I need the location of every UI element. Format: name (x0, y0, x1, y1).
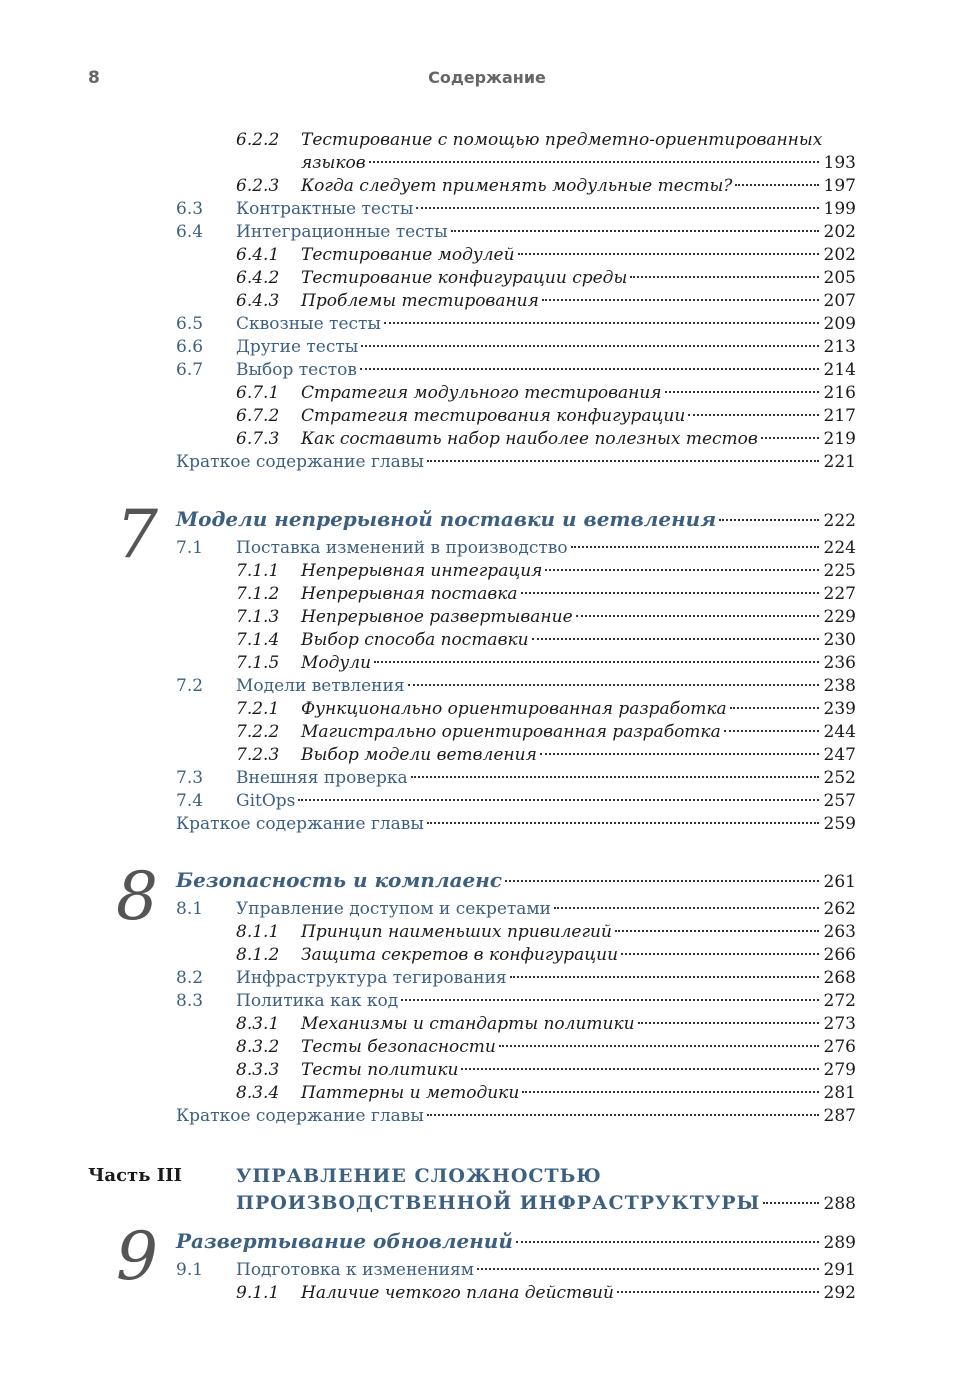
toc-title: ПРОИЗВОДСТВЕННОЙ ИНФРАСТРУКТУРЫ (236, 1192, 761, 1214)
toc-leader (384, 322, 819, 324)
toc-title: Управление доступом и секретами (236, 899, 551, 919)
toc-leader (730, 707, 819, 709)
toc-title: Интеграционные тесты (236, 222, 448, 242)
toc-title: Инфраструктура тегирования (236, 968, 507, 988)
toc-page: 263 (823, 922, 856, 942)
toc-page: 202 (823, 245, 856, 265)
toc-entry[interactable] (0, 697, 974, 721)
toc-page: 259 (823, 814, 856, 834)
toc-number: 6.2.3 (236, 176, 280, 196)
toc-number: 7.1.5 (236, 653, 280, 673)
toc-page: 221 (823, 452, 856, 472)
toc-entry[interactable] (0, 966, 974, 990)
toc-number: 8.1 (176, 899, 204, 919)
toc-leader (615, 930, 819, 932)
toc-leader (638, 1022, 819, 1024)
toc-page: 289 (823, 1233, 856, 1253)
toc-leader (545, 569, 819, 571)
toc-title: Внешняя проверка (236, 768, 408, 788)
page-header (0, 68, 974, 94)
toc-title: языков (301, 153, 366, 173)
toc-entry[interactable] (0, 128, 974, 152)
toc-leader (521, 592, 819, 594)
toc-leader (369, 161, 819, 163)
toc-page: 292 (823, 1283, 856, 1303)
toc-number: 6.7.2 (236, 406, 280, 426)
toc-page: 217 (823, 406, 856, 426)
toc-title: Тестирование модулей (301, 245, 515, 265)
toc-page: 229 (823, 607, 856, 627)
toc-leader (532, 638, 819, 640)
toc-page: 247 (823, 745, 856, 765)
toc-page: 199 (823, 199, 856, 219)
toc-title: Паттерны и методики (301, 1083, 520, 1103)
toc-page: 239 (823, 699, 856, 719)
toc-title: Непрерывное развертывание (301, 607, 573, 627)
toc-number: 7.2 (176, 676, 204, 696)
toc-leader (516, 1241, 819, 1243)
toc-title: Стратегия тестирования конфигурации (301, 406, 686, 426)
toc-leader (361, 345, 819, 347)
toc-title: Краткое содержание главы (176, 1106, 424, 1126)
toc-leader (735, 184, 819, 186)
toc-title: Магистрально ориентированная разработка (301, 722, 721, 742)
toc-leader (408, 684, 819, 686)
toc-entry[interactable] (0, 312, 974, 336)
toc-number: 8.1.1 (236, 922, 280, 942)
toc-entry[interactable] (0, 559, 974, 583)
toc-leader (542, 299, 819, 301)
toc-page: 202 (823, 222, 856, 242)
toc-entry[interactable] (0, 1081, 974, 1105)
toc-entry[interactable] (0, 943, 974, 967)
toc-leader (688, 414, 819, 416)
toc-entry[interactable] (0, 174, 974, 198)
toc-number: 7.2.1 (236, 699, 280, 719)
part-title-line: УПРАВЛЕНИЕ СЛОЖНОСТЬЮ (236, 1165, 602, 1187)
toc-entry[interactable] (0, 651, 974, 675)
toc-number: 6.7 (176, 360, 204, 380)
toc-number: 8.3.1 (236, 1014, 280, 1034)
toc-chapter[interactable] (0, 866, 974, 894)
toc-leader (451, 230, 819, 232)
toc-title: Контрактные тесты (236, 199, 414, 219)
toc-title: Тесты безопасности (301, 1037, 496, 1057)
toc-number: 8.3.3 (236, 1060, 280, 1080)
toc-number: 8.3 (176, 991, 204, 1011)
toc-leader (571, 546, 819, 548)
toc-page: 238 (823, 676, 856, 696)
toc-number: 9.1.1 (236, 1283, 280, 1303)
toc-entry[interactable] (0, 1104, 974, 1128)
toc-entry[interactable] (0, 151, 974, 175)
toc-page: 287 (823, 1106, 856, 1126)
toc-number: 7.1 (176, 538, 204, 558)
toc-number: 6.6 (176, 337, 204, 357)
toc-number: 8.2 (176, 968, 204, 988)
toc-leader (477, 1268, 819, 1270)
toc-entry[interactable] (0, 605, 974, 629)
toc-page: 268 (823, 968, 856, 988)
toc-entry[interactable] (0, 1281, 974, 1305)
toc-entry[interactable] (0, 289, 974, 313)
toc-entry[interactable] (0, 243, 974, 267)
toc-page: 207 (823, 291, 856, 311)
toc-number: 7.1.2 (236, 584, 280, 604)
chapter-number: 9 (116, 1218, 158, 1295)
toc-page: 262 (823, 899, 856, 919)
toc-title: Защита секретов в конфигурации (301, 945, 619, 965)
toc-entry[interactable] (0, 1058, 974, 1082)
toc-entry[interactable] (0, 812, 974, 836)
toc-leader (630, 276, 819, 278)
toc-number: 6.3 (176, 199, 204, 219)
toc-entry[interactable] (0, 674, 974, 698)
toc-entry[interactable] (0, 920, 974, 944)
toc-title: Модули (301, 653, 372, 673)
toc-leader (416, 207, 819, 209)
toc-title: Безопасность и комплаенс (176, 868, 503, 892)
toc-title: Тестирование с помощью предметно-ориентированных (301, 130, 823, 150)
toc-title: GitOps (236, 791, 296, 811)
toc-page: 209 (823, 314, 856, 334)
toc-leader (427, 822, 819, 824)
toc-entry[interactable] (0, 989, 974, 1013)
toc-number: 6.4.3 (236, 291, 280, 311)
toc-number: 8.3.2 (236, 1037, 280, 1057)
toc-entry[interactable] (0, 266, 974, 290)
toc-page: 236 (823, 653, 856, 673)
toc-title: Поставка изменений в производство (236, 538, 568, 558)
toc-entry[interactable] (0, 197, 974, 221)
toc-title: Тестирование конфигурации среды (301, 268, 628, 288)
toc-page: 288 (823, 1194, 856, 1214)
part-label: Часть III (88, 1165, 182, 1186)
toc-leader (554, 907, 819, 909)
toc-entry[interactable] (0, 582, 974, 606)
toc-chapter[interactable] (0, 1227, 974, 1255)
toc-entry[interactable] (0, 1035, 974, 1059)
toc-entry[interactable] (0, 766, 974, 790)
toc-number: 7.2.2 (236, 722, 280, 742)
toc-part[interactable] (0, 1190, 974, 1216)
toc-title: Механизмы и стандарты политики (301, 1014, 635, 1034)
toc-leader (505, 880, 819, 882)
toc-entry[interactable] (0, 381, 974, 405)
toc-title: Политика как код (236, 991, 399, 1011)
toc-leader (761, 437, 819, 439)
toc-leader (401, 999, 819, 1001)
toc-leader (298, 799, 819, 801)
toc-number: 6.2.2 (236, 130, 280, 150)
toc-leader (518, 253, 819, 255)
toc-number: 6.5 (176, 314, 204, 334)
toc-title: Развертывание обновлений (176, 1229, 513, 1253)
toc-page: 214 (823, 360, 856, 380)
page-number: 8 (88, 68, 100, 88)
toc-title: Наличие четкого плана действий (301, 1283, 614, 1303)
toc-chapter[interactable] (0, 505, 974, 533)
toc-title: Краткое содержание главы (176, 814, 424, 834)
toc-leader (621, 953, 819, 955)
toc-title: Другие тесты (236, 337, 359, 357)
toc-leader (540, 753, 819, 755)
toc-leader (576, 615, 819, 617)
toc-title: Выбор способа поставки (301, 630, 529, 650)
toc-leader (499, 1045, 819, 1047)
toc-number: 7.2.3 (236, 745, 280, 765)
toc-page: 252 (823, 768, 856, 788)
toc-title: Краткое содержание главы (176, 452, 424, 472)
toc-title: Непрерывная интеграция (301, 561, 543, 581)
toc-entry[interactable] (0, 1012, 974, 1036)
toc-leader (763, 1202, 819, 1204)
toc-title: Выбор тестов (236, 360, 357, 380)
running-title: Содержание (428, 68, 546, 87)
toc-entry[interactable] (0, 720, 974, 744)
toc-page: 224 (823, 538, 856, 558)
toc-number: 8.1.2 (236, 945, 280, 965)
toc-entry[interactable] (0, 536, 974, 560)
toc-page: 257 (823, 791, 856, 811)
toc-leader (724, 730, 819, 732)
toc-leader (427, 1114, 819, 1116)
toc-page: 216 (823, 383, 856, 403)
toc-title: Как составить набор наиболее полезных тестов (301, 429, 758, 449)
toc-number: 6.7.1 (236, 383, 280, 403)
toc-title: Выбор модели ветвления (301, 745, 537, 765)
toc-page: 225 (823, 561, 856, 581)
toc-entry[interactable] (0, 335, 974, 359)
toc-title: Модели непрерывной поставки и ветвления (176, 507, 717, 531)
toc-number: 7.1.4 (236, 630, 280, 650)
toc-entry[interactable] (0, 450, 974, 474)
toc-entry[interactable] (0, 404, 974, 428)
toc-leader (665, 391, 819, 393)
toc-number: 6.4.1 (236, 245, 280, 265)
toc-page: 272 (823, 991, 856, 1011)
toc-number: 8.3.4 (236, 1083, 280, 1103)
toc-number: 6.4 (176, 222, 204, 242)
toc-title: Модели ветвления (236, 676, 405, 696)
toc-title: Сквозные тесты (236, 314, 381, 334)
toc-leader (719, 519, 819, 521)
toc-number: 6.7.3 (236, 429, 280, 449)
toc-entry[interactable] (0, 220, 974, 244)
toc-title: Функционально ориентированная разработка (301, 699, 727, 719)
toc-page: 230 (823, 630, 856, 650)
toc-leader (461, 1068, 819, 1070)
toc-entry[interactable] (0, 897, 974, 921)
toc-leader (617, 1291, 819, 1293)
toc-entry[interactable] (0, 743, 974, 767)
toc-title: Когда следует применять модульные тесты? (301, 176, 733, 196)
toc-entry[interactable] (0, 628, 974, 652)
toc-number: 7.1.1 (236, 561, 280, 581)
toc-page: 227 (823, 584, 856, 604)
toc-leader (360, 368, 819, 370)
toc-leader (510, 976, 819, 978)
toc-leader (374, 661, 819, 663)
toc-number: 7.4 (176, 791, 204, 811)
toc-page: 291 (823, 1260, 856, 1280)
toc-leader (427, 460, 819, 462)
toc-page: 276 (823, 1037, 856, 1057)
toc-page: 281 (823, 1083, 856, 1103)
toc-title: Тесты политики (301, 1060, 459, 1080)
chapter-number: 8 (116, 858, 158, 935)
toc-number: 6.4.2 (236, 268, 280, 288)
toc-page: 222 (823, 511, 856, 531)
toc-page: 219 (823, 429, 856, 449)
toc-number: 9.1 (176, 1260, 204, 1280)
toc-page: 244 (823, 722, 856, 742)
toc-page: 279 (823, 1060, 856, 1080)
toc-title: Стратегия модульного тестирования (301, 383, 662, 403)
toc-entry[interactable] (0, 1258, 974, 1282)
toc-page: 266 (823, 945, 856, 965)
toc-page: 261 (823, 872, 856, 892)
toc-title: Непрерывная поставка (301, 584, 518, 604)
toc-page: 193 (823, 153, 856, 173)
toc-entry[interactable] (0, 427, 974, 451)
toc-page: 273 (823, 1014, 856, 1034)
toc-page: 205 (823, 268, 856, 288)
toc-entry[interactable] (0, 789, 974, 813)
toc-entry[interactable] (0, 358, 974, 382)
toc-number: 7.1.3 (236, 607, 280, 627)
toc-title: Принцип наименьших привилегий (301, 922, 612, 942)
toc-page: 197 (823, 176, 856, 196)
toc-title: Проблемы тестирования (301, 291, 539, 311)
toc-leader (411, 776, 819, 778)
toc-page: 213 (823, 337, 856, 357)
toc-title: Подготовка к изменениям (236, 1260, 474, 1280)
chapter-number: 7 (116, 496, 158, 573)
toc-number: 7.3 (176, 768, 204, 788)
toc-leader (522, 1091, 819, 1093)
